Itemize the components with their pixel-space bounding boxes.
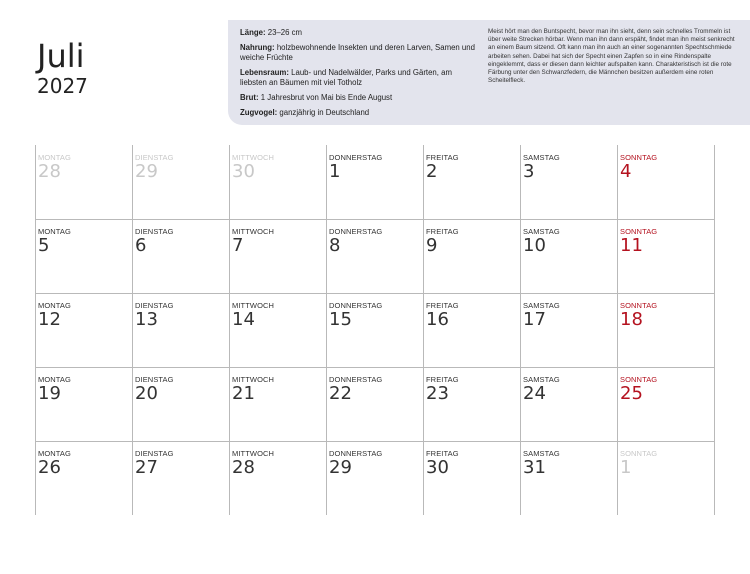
day-cell[interactable] bbox=[132, 293, 229, 367]
weekday-label: MONTAG bbox=[38, 449, 71, 458]
weekday-label: FREITAG bbox=[426, 375, 459, 384]
row-divider bbox=[35, 219, 714, 220]
day-number: 29 bbox=[135, 161, 158, 182]
day-cell[interactable] bbox=[132, 219, 229, 293]
day-number: 27 bbox=[135, 457, 158, 478]
day-number: 20 bbox=[135, 383, 158, 404]
day-number: 9 bbox=[426, 235, 438, 256]
day-number: 8 bbox=[329, 235, 341, 256]
day-number: 29 bbox=[329, 457, 352, 478]
column-divider bbox=[35, 145, 36, 515]
fact-label: Zugvogel: bbox=[240, 108, 278, 117]
weekday-label: DONNERSTAG bbox=[329, 153, 383, 162]
day-cell[interactable] bbox=[520, 367, 617, 441]
day-number: 21 bbox=[232, 383, 255, 404]
fact-label: Länge: bbox=[240, 28, 266, 37]
weekday-label: MONTAG bbox=[38, 227, 71, 236]
day-cell[interactable] bbox=[423, 145, 520, 219]
year-title: 2027 bbox=[37, 74, 88, 98]
fact-text: 23–26 cm bbox=[267, 28, 302, 37]
day-cell[interactable] bbox=[617, 145, 714, 219]
column-divider bbox=[617, 145, 618, 515]
day-cell[interactable] bbox=[520, 219, 617, 293]
weekday-label: MITTWOCH bbox=[232, 449, 275, 458]
weekday-label: SAMSTAG bbox=[523, 375, 560, 384]
day-cell[interactable] bbox=[229, 293, 326, 367]
day-cell[interactable] bbox=[132, 441, 229, 515]
weekday-label: FREITAG bbox=[426, 449, 459, 458]
day-number: 22 bbox=[329, 383, 352, 404]
day-number: 11 bbox=[620, 235, 643, 256]
column-divider bbox=[423, 145, 424, 515]
day-cell[interactable] bbox=[229, 219, 326, 293]
day-number: 10 bbox=[523, 235, 546, 256]
day-cell[interactable] bbox=[326, 219, 423, 293]
weekday-label: FREITAG bbox=[426, 227, 459, 236]
day-cell[interactable] bbox=[326, 367, 423, 441]
day-number: 31 bbox=[523, 457, 546, 478]
day-number: 30 bbox=[232, 161, 255, 182]
weekday-label: SONNTAG bbox=[620, 301, 658, 310]
weekday-label: MITTWOCH bbox=[232, 301, 275, 310]
day-cell[interactable] bbox=[617, 219, 714, 293]
day-cell[interactable] bbox=[229, 145, 326, 219]
day-number: 25 bbox=[620, 383, 643, 404]
day-cell[interactable] bbox=[423, 367, 520, 441]
fact-label: Brut: bbox=[240, 93, 259, 102]
weekday-label: SONNTAG bbox=[620, 153, 658, 162]
day-cell[interactable] bbox=[423, 219, 520, 293]
day-number: 16 bbox=[426, 309, 449, 330]
day-number: 15 bbox=[329, 309, 352, 330]
weekday-label: DIENSTAG bbox=[135, 375, 174, 384]
row-divider bbox=[35, 293, 714, 294]
day-cell[interactable] bbox=[617, 293, 714, 367]
weekday-label: MONTAG bbox=[38, 301, 71, 310]
day-cell[interactable] bbox=[35, 219, 132, 293]
weekday-label: DONNERSTAG bbox=[329, 449, 383, 458]
day-cell[interactable] bbox=[132, 145, 229, 219]
day-number: 18 bbox=[620, 309, 643, 330]
weekday-label: DIENSTAG bbox=[135, 153, 174, 162]
day-number: 26 bbox=[38, 457, 61, 478]
row-divider bbox=[35, 367, 714, 368]
weekday-label: FREITAG bbox=[426, 153, 459, 162]
day-number: 19 bbox=[38, 383, 61, 404]
weekday-label: DONNERSTAG bbox=[329, 227, 383, 236]
fact-text: ganzjährig in Deutschland bbox=[279, 108, 370, 117]
fact-text: Laub- und Nadelwälder, Parks und Gärten, am liebsten an Bäumen mit viel Totholz bbox=[240, 68, 452, 87]
weekday-label: SONNTAG bbox=[620, 449, 658, 458]
weekday-label: MITTWOCH bbox=[232, 153, 275, 162]
day-cell[interactable] bbox=[326, 441, 423, 515]
day-cell[interactable] bbox=[326, 293, 423, 367]
day-number: 7 bbox=[232, 235, 244, 256]
column-divider bbox=[326, 145, 327, 515]
day-number: 28 bbox=[232, 457, 255, 478]
day-number: 17 bbox=[523, 309, 546, 330]
day-cell[interactable] bbox=[35, 293, 132, 367]
day-number: 14 bbox=[232, 309, 255, 330]
column-divider bbox=[520, 145, 521, 515]
fact-text: 1 Jahresbrut von Mai bis Ende August bbox=[260, 93, 393, 102]
bird-description: Meist hört man den Buntspecht, bevor man ihn sieht, denn sein schnelles Trommeln ist über weite Strecken hörbar. Wenn man ihn dann erspäht, findet man ihn meist senkrecht an einem Baum sitzend. Oft kann man ihn auch an einer sogenannten Spechtschmiede arbeiten sehen. Dabei hat sich der Specht einen Zapfen so in eine Rindenspalte eingeklemmt, dass er diesen dann leichter aufspalten kann. Charakteristisch ist die rote Färbung unter den Schwanzfedern, die Männchen besitzen außerdem eine roten Scheitelfleck. bbox=[488, 28, 735, 85]
fact-text: holzbewohnende Insekten und deren Larven, Samen und weiche Früchte bbox=[240, 43, 475, 62]
day-cell[interactable] bbox=[520, 145, 617, 219]
weekday-label: DIENSTAG bbox=[135, 449, 174, 458]
weekday-label: SAMSTAG bbox=[523, 301, 560, 310]
day-number: 30 bbox=[426, 457, 449, 478]
fact-habitat bbox=[240, 68, 478, 88]
calendar-grid bbox=[35, 145, 715, 515]
day-number: 24 bbox=[523, 383, 546, 404]
day-cell[interactable] bbox=[617, 367, 714, 441]
day-number: 4 bbox=[620, 161, 632, 182]
day-cell[interactable] bbox=[520, 293, 617, 367]
day-cell[interactable] bbox=[423, 293, 520, 367]
day-number: 12 bbox=[38, 309, 61, 330]
day-cell[interactable] bbox=[35, 441, 132, 515]
fact-breeding bbox=[240, 93, 478, 103]
weekday-label: SAMSTAG bbox=[523, 449, 560, 458]
fact-length bbox=[240, 28, 478, 38]
column-divider bbox=[132, 145, 133, 515]
day-number: 28 bbox=[38, 161, 61, 182]
column-divider bbox=[714, 145, 715, 515]
day-number: 6 bbox=[135, 235, 147, 256]
weekday-label: DONNERSTAG bbox=[329, 301, 383, 310]
fact-food bbox=[240, 43, 478, 63]
weekday-label: SAMSTAG bbox=[523, 153, 560, 162]
day-number: 2 bbox=[426, 161, 438, 182]
day-number: 23 bbox=[426, 383, 449, 404]
row-divider bbox=[35, 441, 714, 442]
day-cell[interactable] bbox=[520, 441, 617, 515]
column-divider bbox=[229, 145, 230, 515]
weekday-label: SONNTAG bbox=[620, 227, 658, 236]
day-cell[interactable] bbox=[35, 367, 132, 441]
weekday-label: MONTAG bbox=[38, 153, 71, 162]
day-number: 5 bbox=[38, 235, 50, 256]
info-panel bbox=[228, 20, 750, 125]
day-cell[interactable] bbox=[229, 367, 326, 441]
day-number: 13 bbox=[135, 309, 158, 330]
day-number: 1 bbox=[329, 161, 341, 182]
facts-list bbox=[240, 28, 478, 123]
weekday-label: MITTWOCH bbox=[232, 375, 275, 384]
day-number: 1 bbox=[620, 457, 632, 478]
fact-label: Nahrung: bbox=[240, 43, 275, 52]
day-cell[interactable] bbox=[617, 441, 714, 515]
weekday-label: SONNTAG bbox=[620, 375, 658, 384]
day-cell[interactable] bbox=[326, 145, 423, 219]
day-cell[interactable] bbox=[423, 441, 520, 515]
weekday-label: MITTWOCH bbox=[232, 227, 275, 236]
weekday-label: FREITAG bbox=[426, 301, 459, 310]
weekday-label: DONNERSTAG bbox=[329, 375, 383, 384]
day-cell[interactable] bbox=[229, 441, 326, 515]
fact-label: Lebensraum: bbox=[240, 68, 289, 77]
day-cell[interactable] bbox=[132, 367, 229, 441]
weekday-label: SAMSTAG bbox=[523, 227, 560, 236]
day-number: 3 bbox=[523, 161, 535, 182]
weekday-label: DIENSTAG bbox=[135, 301, 174, 310]
day-cell[interactable] bbox=[35, 145, 132, 219]
month-title: Juli bbox=[37, 37, 85, 75]
weekday-label: MONTAG bbox=[38, 375, 71, 384]
weekday-label: DIENSTAG bbox=[135, 227, 174, 236]
fact-migration bbox=[240, 108, 478, 118]
